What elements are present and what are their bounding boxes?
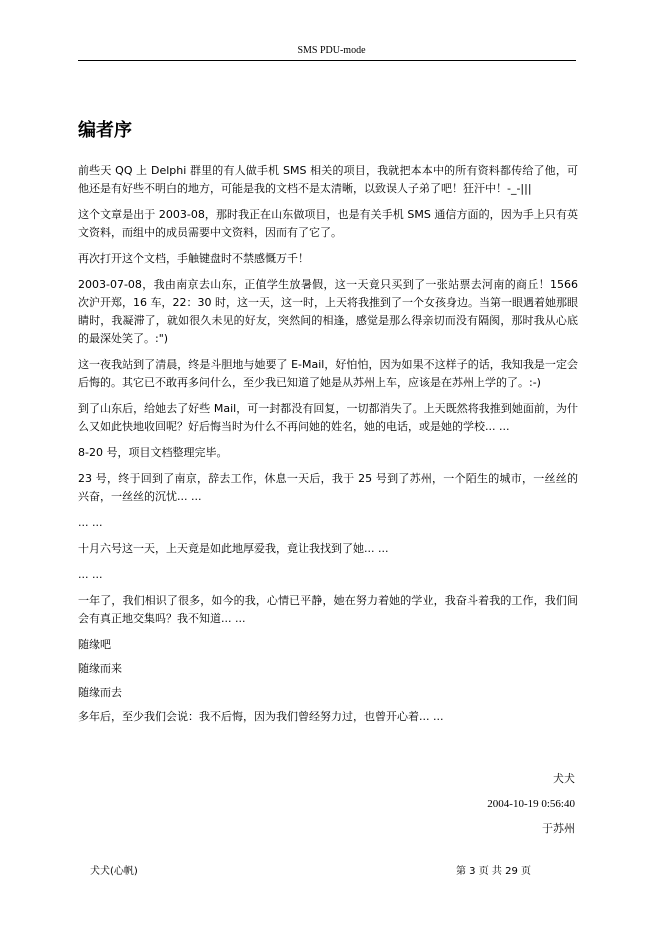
paragraph: 这个文章是出于 2003-08，那时我正在山东做项目，也是有关手机 SMS 通信方面的，因为手上只有英文资料，而组中的成员需要中文资料，因而有了它了。 <box>78 208 578 239</box>
footer-author: 犬犬(心帆) <box>90 866 138 877</box>
section-heading: 编者序 <box>78 120 132 141</box>
signature-place: 于苏州 <box>542 822 575 835</box>
paragraph: 十月六号这一天，上天竟是如此地厚爱我，竟让我找到了她... ... <box>78 542 389 555</box>
paragraph: 再次打开这个文档，手触键盘时不禁感慨万千！ <box>78 252 309 265</box>
paragraph: 2003-07-08，我由南京去山东，正值学生放暑假，这一天竟只买到了一张站票去河南的商丘！1566 次沪开郑，16 车，22：30 时，这一天，这一时，上天将我推到了一个女孩身边。当第一眼遇着她那眼睛时，我凝滞了，就如很久未见的好友，突然间的相逢，感觉是那么得亲切而没有隔阂，那时我从心底的最深处笑了。:") <box>78 278 578 345</box>
body-text <box>78 162 578 734</box>
paragraph: 到了山东后，给她去了好些 Mail，可一封都没有回复，一切都消失了。上天既然将我推到她面前，为什么又如此快地收回呢？好后悔当时为什么不再问她的姓名，她的电话，或是她的学校... ... <box>78 402 578 433</box>
paragraph: 随缘吧 <box>78 638 111 651</box>
paragraph: ... ... <box>78 516 103 529</box>
paragraph: 随缘而来 <box>78 662 122 675</box>
paragraph: ... ... <box>78 568 103 581</box>
paragraph: 8-20 号，项目文档整理完毕。 <box>78 446 228 459</box>
signature-author: 犬犬 <box>553 772 575 785</box>
signature-datetime: 2004-10-19 0:56:40 <box>487 798 575 810</box>
paragraph: 前些天 QQ 上 Delphi 群里的有人做手机 SMS 相关的项目，我就把本本中的所有资料都传给了他，可他还是有好些不明白的地方，可能是我的文档不是太清晰，以致误人子弟了吧！狂汗中！-_-||| <box>78 164 578 195</box>
header-divider <box>78 60 576 61</box>
paragraph: 这一夜我站到了清晨，终是斗胆地与她要了 E-Mail，好怕怕，因为如果不这样子的话，我知我是一定会后悔的。其它已不敢再多问什么，至少我已知道了她是从苏州上车，应该是在苏州上学的了。:-) <box>78 358 578 389</box>
paragraph: 多年后，至少我们会说：我不后悔，因为我们曾经努力过，也曾开心着... ... <box>78 710 444 723</box>
paragraph: 23 号，终于回到了南京，辞去工作，休息一天后，我于 25 号到了苏州，一个陌生的城市，一丝丝的兴奋，一丝丝的沉忧... ... <box>78 472 578 503</box>
footer-page-info: 第 3 页 共 29 页 <box>456 866 531 877</box>
running-header: SMS PDU-mode <box>297 45 366 56</box>
paragraph: 随缘而去 <box>78 686 122 699</box>
paragraph: 一年了，我们相识了很多，如今的我，心情已平静，她在努力着她的学业，我奋斗着我的工作，我们间会有真正地交集吗？我不知道... ... <box>78 594 578 625</box>
